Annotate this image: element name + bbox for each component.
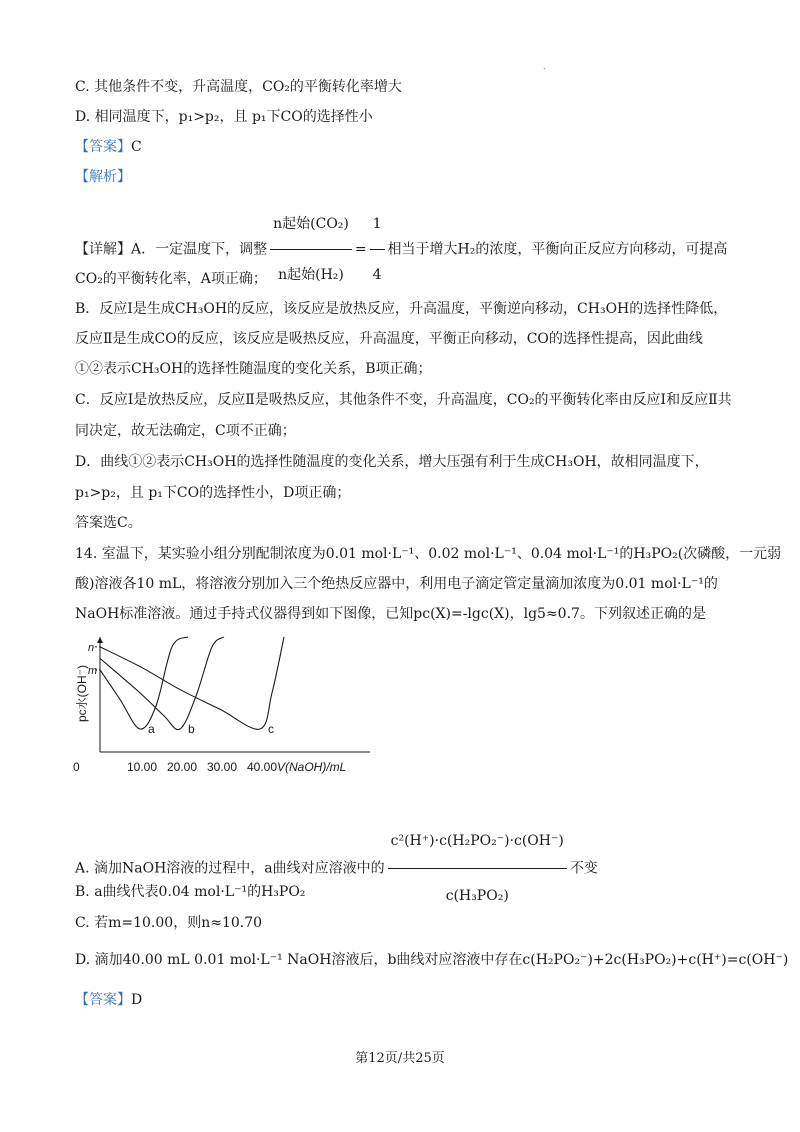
- ratio-denominator: 4: [372, 267, 382, 283]
- q14-option-c: C. 若m=10.00，则n≈10.70: [75, 915, 263, 931]
- detail-a-pre: A．一定温度下，调整: [131, 241, 268, 258]
- ratio-numerator: 1: [370, 200, 385, 250]
- q14-option-d: D. 滴加40.00 mL 0.01 mol·L⁻¹ NaOH溶液后，b曲线对应溶液中存在c(H₂PO₂⁻)+2c(H₃PO₂)+c(H⁺)=c(OH⁻): [75, 952, 789, 968]
- prev-option-d: D. 相同温度下，p₁>p₂，且 p₁下CO的选择性小: [75, 109, 373, 125]
- option-a-post: 不变: [569, 860, 598, 877]
- q14-line1: 14. 室温下，某实验小组分别配制浓度为0.01 mol·L⁻¹、0.02 mol·L⁻¹、0.04 mol·L⁻¹的H₃PO₂(次磷酸，一元弱: [75, 546, 782, 562]
- curve-label-c: c: [268, 722, 274, 736]
- titration-chart: [70, 632, 370, 782]
- curve-label-a: a: [148, 722, 155, 736]
- detail-d-line1: D．曲线①②表示CH₃OH的选择性随温度的变化关系，增大压强有利于生成CH₃OH，故相同温度下，: [75, 454, 709, 470]
- ratio-fraction: [370, 200, 385, 299]
- detail-b-line1: B．反应Ⅰ是生成CH₃OH的反应，该反应是放热反应，升高温度，平衡逆向移动，CH₃OH的选择性降低，: [75, 301, 728, 317]
- fraction-numerator: n起始(CO₂): [270, 200, 352, 250]
- equals-sign: =: [354, 241, 367, 258]
- prev-option-c: C. 其他条件不变，升高温度，CO₂的平衡转化率增大: [75, 79, 402, 95]
- q14-line3: NaOH标准溶液。通过手持式仪器得到如下图像，已知pc(X)=-lgc(X)，lg5≈0.7。下列叙述正确的是: [75, 606, 706, 622]
- y-axis-label: pc水(OH⁻): [75, 664, 89, 722]
- chart-curves: [100, 637, 284, 730]
- x-axis-label: V(NaOH)/mL: [277, 760, 347, 774]
- detail-b-line2: 反应Ⅱ是生成CO的反应，该反应是吸热反应，升高温度，平衡正向移动，CO的选择性提高，因此曲线: [75, 331, 703, 347]
- option-a-fraction: [388, 815, 567, 922]
- detail-label: 【详解】: [75, 241, 131, 258]
- final-answer: [75, 990, 142, 1010]
- x-tick-label: 10.00: [127, 760, 158, 774]
- detail-conclusion: 答案选C。: [75, 515, 142, 531]
- answer-value: C: [131, 139, 142, 155]
- option-a-denominator: c(H₃PO₂): [445, 888, 509, 904]
- curve-label-b: b: [188, 722, 195, 736]
- x-tick-label: 0: [73, 760, 80, 774]
- x-tick-label: 30.00: [207, 760, 238, 774]
- option-a-numerator: c²(H⁺)·c(H₂PO₂⁻)·c(OH⁻): [388, 815, 567, 869]
- y-tick-label-m: m: [88, 664, 98, 677]
- option-a-pre: A. 滴加NaOH溶液的过程中，a曲线对应溶液中的: [75, 860, 385, 877]
- x-tick-label: 20.00: [167, 760, 198, 774]
- detail-c-line2: 同决定，故无法确定，C项不正确；: [75, 423, 296, 439]
- detail-b-line3: ①②表示CH₃OH的选择性随温度的变化关系，B项正确；: [75, 361, 432, 377]
- start-ratio-fraction: [270, 200, 352, 299]
- fraction-denominator: n起始(H₂): [278, 267, 344, 283]
- final-answer-label: 【答案】: [75, 992, 131, 1008]
- q14-option-a: [75, 815, 598, 922]
- page-number: 第12页/共25页: [355, 1051, 445, 1066]
- q14-option-b: B. a曲线代表0.04 mol·L⁻¹的H₃PO₂: [75, 884, 306, 900]
- detail-a-post: 相当于增大H₂的浓度，平衡向正反应方向移动，可提高: [387, 241, 728, 258]
- y-tick-label-n: n: [88, 641, 95, 654]
- detail-a-line2: CO₂的平衡转化率，A项正确；: [75, 271, 267, 287]
- detail-d-line2: p₁>p₂，且 p₁下CO的选择性小，D项正确；: [75, 485, 351, 501]
- answer-label: 【答案】: [75, 139, 131, 155]
- chart-axes: [73, 637, 370, 774]
- x-tick-label: 40.00: [247, 760, 278, 774]
- curve-a: [100, 637, 188, 729]
- prev-answer: [75, 137, 142, 157]
- final-answer-value: D: [131, 992, 143, 1008]
- detail-c-line1: C．反应Ⅰ是放热反应，反应Ⅱ是吸热反应，其他条件不变，升高温度，CO₂的平衡转化率由反应Ⅰ和反应Ⅱ共: [75, 392, 732, 408]
- q14-line2: 酸)溶液各10 mL，将溶液分别加入三个绝热反应器中，利用电子滴定管定量滴加浓度为0.01 mol·L⁻¹的: [75, 576, 718, 592]
- y-axis-arrow: [97, 637, 103, 643]
- stray-mark: .: [543, 62, 546, 71]
- analysis-label: 【解析】: [75, 169, 131, 185]
- curve-c: [100, 637, 284, 729]
